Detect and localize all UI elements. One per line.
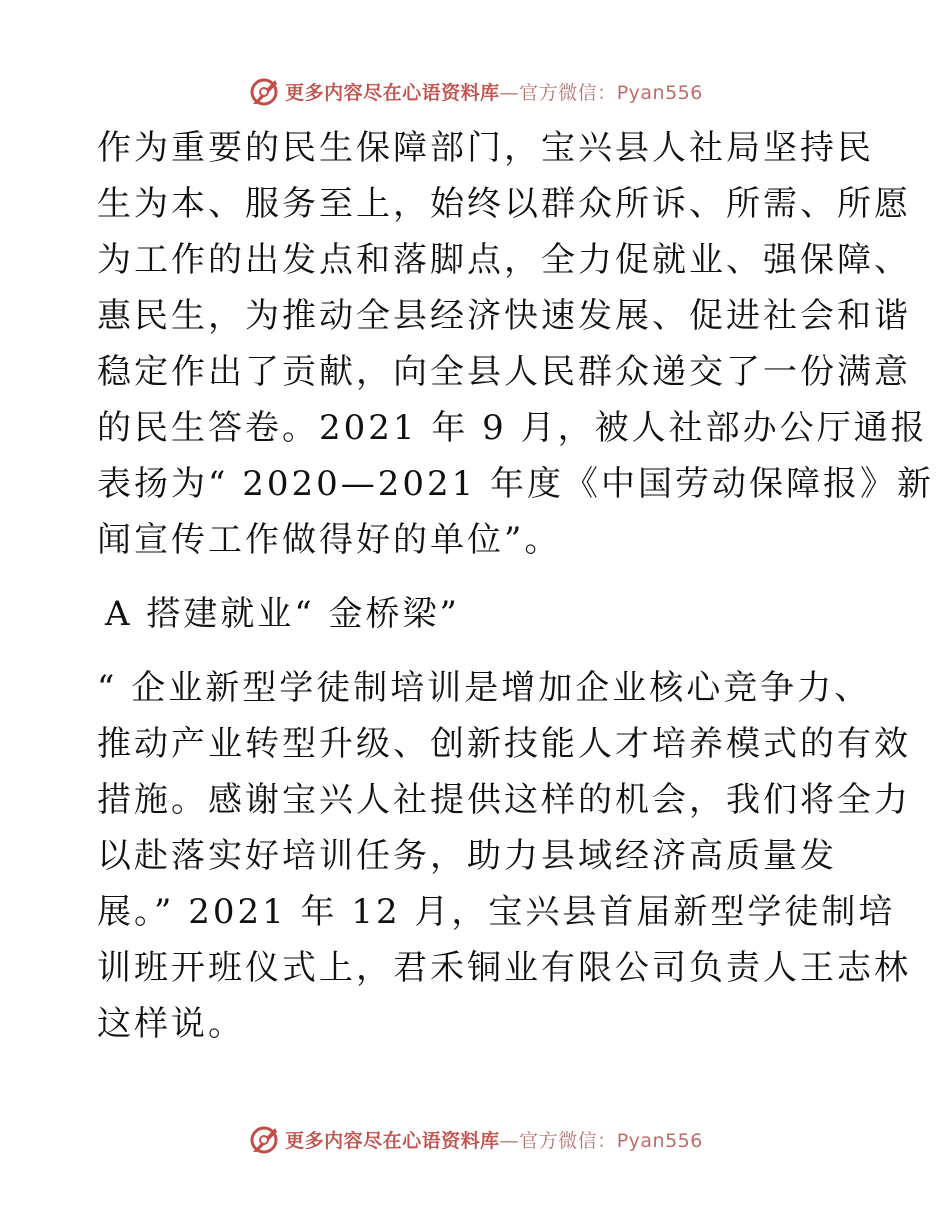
text-line: 为工作的出发点和落脚点，全力促就业、强保障、 [97,240,911,280]
paragraph [97,120,935,568]
watermark-dash: — [499,1129,520,1152]
text-line: 推动产业转型升级、创新技能人才培养模式的有效 [97,724,911,764]
text-line: 闻宣传工作做得好的单位”。 [97,520,562,560]
watermark-text [285,78,703,105]
watermark-dash: — [499,81,520,104]
watermark-header [0,71,950,111]
text-line: 展。” 2021 年 12 月，宝兴县首届新型学徒制培 [97,892,896,932]
watermark-footer [0,1119,950,1159]
watermark-text [285,1126,703,1153]
watermark-brand: 更多内容尽在心语资料库 [285,1129,500,1152]
watermark-label: 官方微信： [519,81,617,104]
text-line: 稳定作出了贡献，向全县人民群众递交了一份满意 [97,352,911,392]
text-line: 的民生答卷。2021 年 9 月，被人社部办公厅通报 [97,408,928,448]
watermark-id: Pyan556 [616,81,703,104]
quill-logo-icon [247,74,281,108]
text-line: “ 企业新型学徒制培训是增加企业核心竞争力、 [97,668,872,708]
text-line: 措施。感谢宝兴人社提供这样的机会，我们将全力 [97,780,911,820]
quill-logo-icon [247,1122,281,1156]
text-line: 这样说。 [97,1004,245,1044]
text-line: 生为本、服务至上，始终以群众所诉、所需、所愿 [97,184,911,224]
text-line: 以赴落实好培训任务，助力县域经济高质量发 [97,836,837,876]
paragraph [97,660,911,1052]
text-line: 惠民生，为推动全县经济快速发展、促进社会和谐 [97,296,911,336]
text-line: 训班开班仪式上，君禾铜业有限公司负责人王志林 [97,948,911,988]
watermark-id: Pyan556 [616,1129,703,1152]
watermark-label: 官方微信： [519,1129,617,1152]
watermark-brand: 更多内容尽在心语资料库 [285,81,500,104]
section-heading: A 搭建就业“ 金桥梁” [105,594,460,634]
text-line: 作为重要的民生保障部门，宝兴县人社局坚持民 [97,128,874,168]
document-body [97,120,935,1052]
paragraph-gap [97,642,857,660]
text-line: 表扬为“ 2020—2021 年度《中国劳动保障报》新 [97,464,935,504]
paragraph-gap [97,568,857,586]
